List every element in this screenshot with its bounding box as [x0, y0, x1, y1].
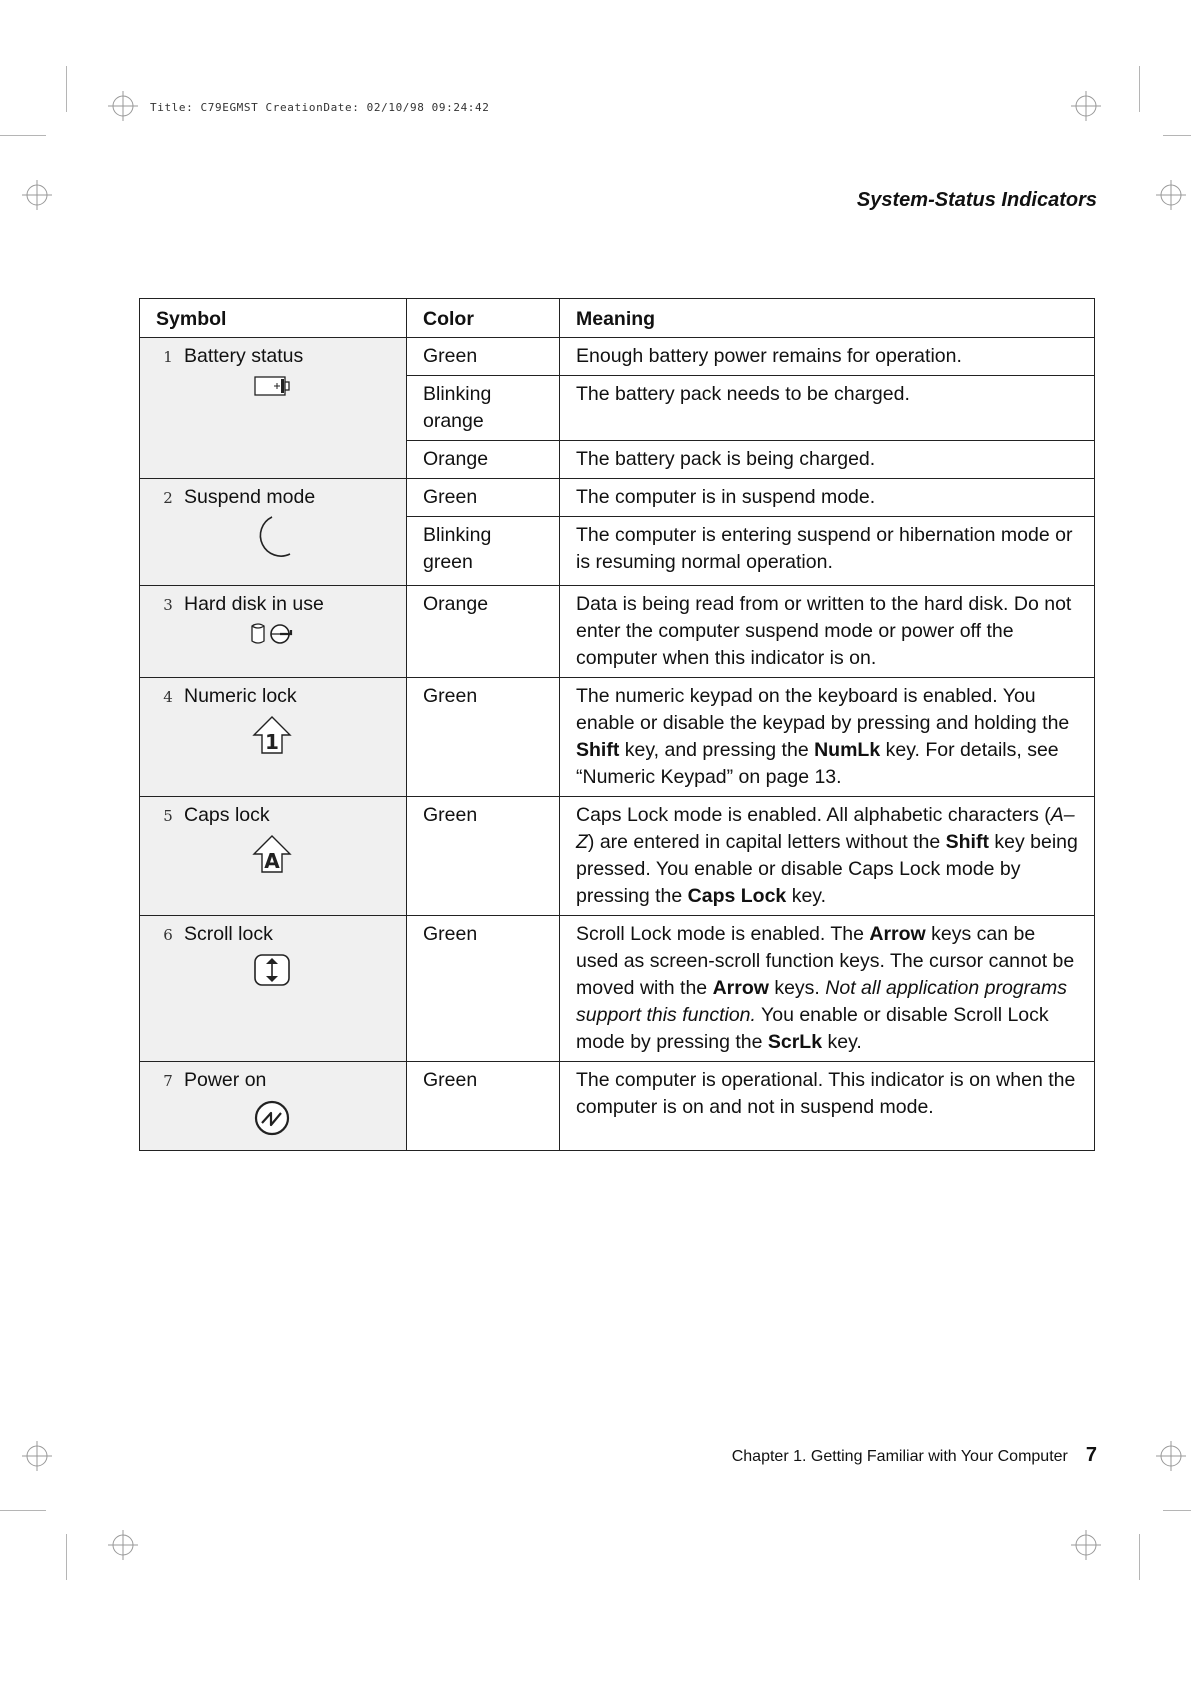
indicator-number: 5	[163, 807, 173, 825]
registration-mark-icon	[22, 1441, 52, 1471]
shift-key: Shift	[576, 739, 620, 761]
registration-mark-icon	[22, 180, 52, 210]
power-icon	[253, 1099, 291, 1137]
crop-line	[1139, 1534, 1140, 1580]
header-meaning: Meaning	[560, 299, 1095, 338]
table-row	[140, 916, 1095, 1062]
color-cell: Orange	[407, 586, 560, 678]
indicator-name: Suspend mode	[184, 486, 316, 508]
indicator-number: 2	[163, 489, 173, 507]
scroll-lock-icon	[253, 953, 291, 987]
registration-mark-icon	[108, 91, 138, 121]
svg-text:A: A	[264, 849, 280, 873]
registration-mark-icon	[1071, 91, 1101, 121]
meaning-text: key, and pressing the	[619, 739, 815, 761]
meaning-cell	[560, 678, 1095, 797]
arrow-key: Arrow	[869, 923, 926, 945]
meaning-text: keys can be used as screen-scroll function keys. The cursor cannot be moved with the	[576, 923, 1075, 999]
meaning-text: ) are entered in capital letters without the	[587, 831, 946, 853]
crop-line	[1163, 135, 1191, 136]
caps-lock-key: Caps Lock	[687, 885, 787, 907]
meaning-cell: The computer is entering suspend or hibernation mode or is resuming normal operation.	[560, 517, 1095, 586]
header-color: Color	[407, 299, 560, 338]
color-cell: Green	[407, 916, 560, 1062]
table-row	[140, 678, 1095, 797]
meaning-cell: Data is being read from or written to the hard disk. Do not enter the computer suspend mode or power off the computer when this indicator is on.	[560, 586, 1095, 678]
indicator-name: Battery status	[184, 345, 304, 367]
chapter-title: Chapter 1. Getting Familiar with Your Computer	[731, 1448, 1068, 1465]
letter-range: A–Z	[576, 804, 1075, 853]
crop-line	[0, 135, 46, 136]
meaning-text: The numeric keypad on the keyboard is enabled. You enable or disable the keypad by pressing and holding the	[576, 685, 1070, 734]
color-cell: Blinking green	[407, 517, 560, 586]
indicator-number: 4	[163, 688, 173, 706]
color-cell: Blinking orange	[407, 376, 560, 441]
registration-mark-icon	[1156, 1441, 1186, 1471]
table-row	[140, 338, 1095, 376]
meaning-text: Scroll Lock mode is enabled. The	[576, 923, 870, 945]
hard-disk-icon	[249, 621, 295, 647]
page-footer	[732, 1444, 1097, 1467]
registration-mark-icon	[1156, 180, 1186, 210]
indicator-name: Caps lock	[184, 804, 270, 826]
meaning-text: key.	[822, 1031, 862, 1053]
symbol-cell	[140, 916, 407, 1062]
crop-line	[66, 66, 67, 112]
meaning-cell	[560, 797, 1095, 916]
crescent-moon-icon	[252, 514, 292, 560]
crop-line	[0, 1510, 46, 1511]
meaning-cell: The battery pack needs to be charged.	[560, 376, 1095, 441]
symbol-cell	[140, 338, 407, 479]
meaning-cell: Enough battery power remains for operation.	[560, 338, 1095, 376]
meaning-text: key.	[786, 885, 827, 907]
numeric-lock-icon	[252, 715, 292, 755]
color-cell: Green	[407, 338, 560, 376]
header-symbol: Symbol	[140, 299, 407, 338]
meaning-cell	[560, 916, 1095, 1062]
table-row	[140, 586, 1095, 678]
scrlk-key: ScrLk	[767, 1031, 823, 1053]
crop-line	[1139, 66, 1140, 112]
battery-icon	[254, 375, 290, 397]
section-title: System-Status Indicators	[856, 189, 1097, 211]
color-cell: Orange	[407, 441, 560, 479]
indicator-number: 1	[163, 348, 173, 366]
indicator-name: Power on	[184, 1069, 267, 1091]
meaning-text: keys.	[768, 977, 826, 999]
meaning-note: Not all application programs support this function.	[576, 977, 1067, 1026]
symbol-cell	[140, 479, 407, 586]
symbol-cell	[140, 1062, 407, 1151]
symbol-cell	[140, 586, 407, 678]
svg-text:1: 1	[265, 730, 279, 754]
color-cell: Green	[407, 479, 560, 517]
page-number: 7	[1085, 1444, 1097, 1466]
meaning-text: key being pressed. You enable or disable Caps Lock mode by pressing the	[576, 831, 1078, 907]
arrow-key: Arrow	[712, 977, 769, 999]
table-header-row	[140, 299, 1095, 338]
meaning-text: key. For details, see “Numeric Keypad” on page 13.	[576, 739, 1059, 788]
symbol-cell	[140, 678, 407, 797]
indicator-number: 3	[163, 596, 173, 614]
indicator-number: 6	[163, 926, 173, 944]
indicator-name: Numeric lock	[184, 685, 297, 707]
registration-mark-icon	[108, 1530, 138, 1560]
meaning-text: Caps Lock mode is enabled. All alphabetic characters (	[576, 804, 1051, 826]
shift-key: Shift	[945, 831, 989, 853]
color-cell: Green	[407, 797, 560, 916]
print-metadata: Title: C79EGMST CreationDate: 02/10/98 09:24:42	[150, 101, 490, 114]
color-cell: Green	[407, 1062, 560, 1151]
meaning-text: You enable or disable Scroll Lock mode by pressing the	[576, 1004, 1049, 1053]
meaning-cell: The computer is in suspend mode.	[560, 479, 1095, 517]
meaning-cell: The computer is operational. This indicator is on when the computer is on and not in suspend mode.	[560, 1062, 1095, 1151]
meaning-cell: The battery pack is being charged.	[560, 441, 1095, 479]
crop-line	[1163, 1510, 1191, 1511]
indicator-name: Hard disk in use	[184, 593, 324, 615]
symbol-cell	[140, 797, 407, 916]
indicator-name: Scroll lock	[184, 923, 273, 945]
table-row	[140, 797, 1095, 916]
color-cell: Green	[407, 678, 560, 797]
numlk-key: NumLk	[814, 739, 881, 761]
status-indicator-table	[139, 298, 1095, 1151]
registration-mark-icon	[1071, 1530, 1101, 1560]
caps-lock-icon	[252, 834, 292, 874]
crop-line	[66, 1534, 67, 1580]
table-row	[140, 1062, 1095, 1151]
indicator-number: 7	[163, 1072, 173, 1090]
table-row	[140, 479, 1095, 517]
